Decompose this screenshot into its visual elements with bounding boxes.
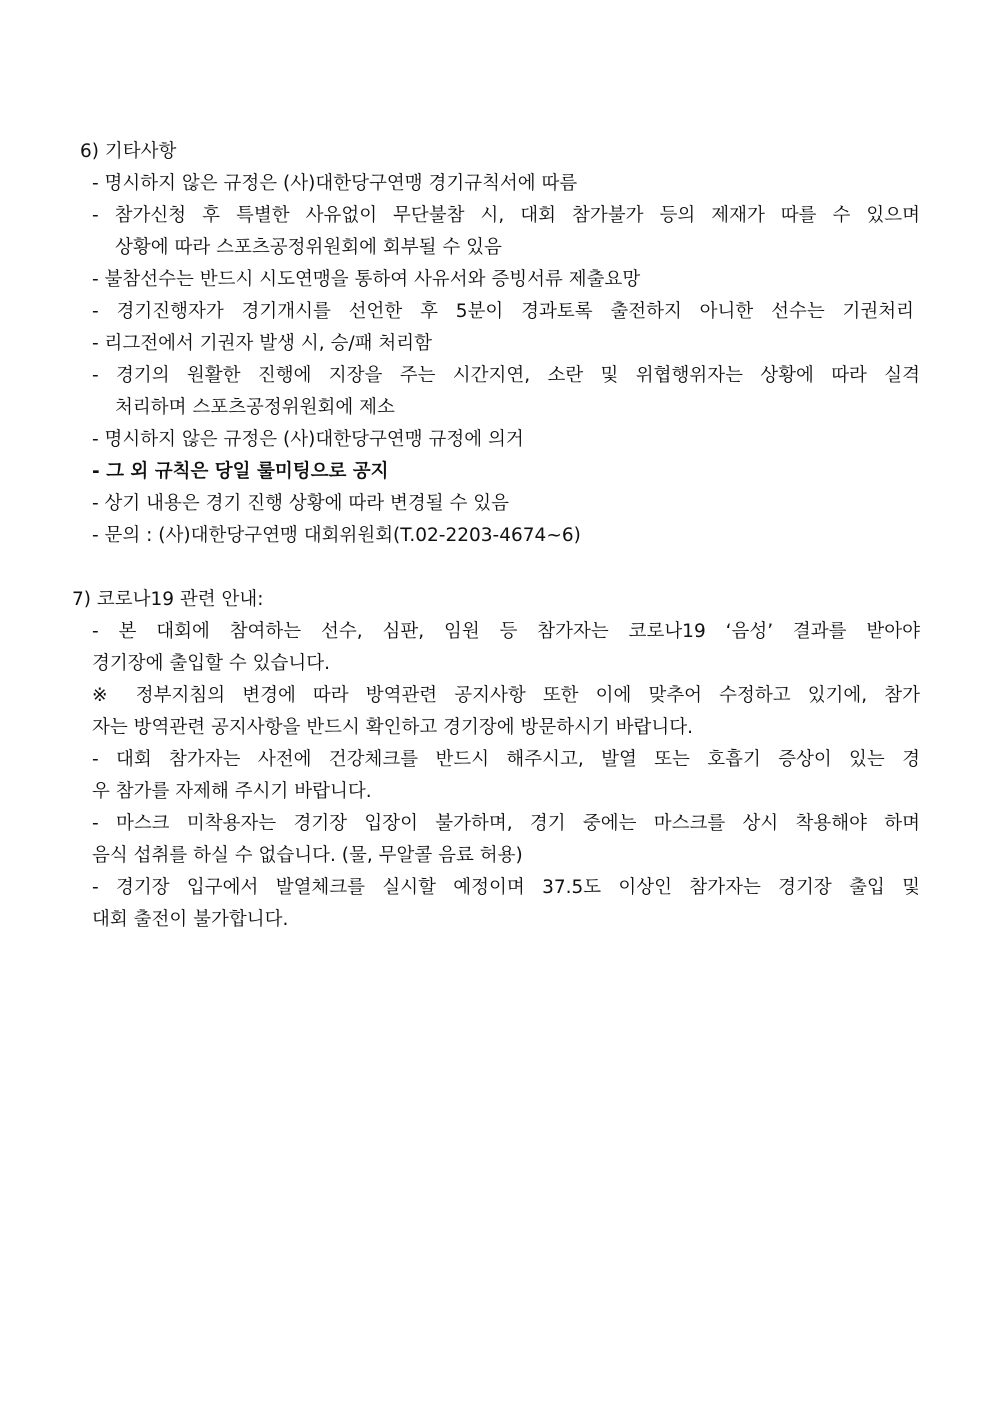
- section-7-heading: 7) 코로나19 관련 안내:: [72, 589, 264, 610]
- section-7-item: - 마스크 미착용자는 경기장 입장이 불가하며, 경기 중에는 마스크를 상시 착용해야 하며: [92, 813, 920, 834]
- section-6-item: - 리그전에서 기권자 발생 시, 승/패 처리함: [92, 333, 433, 354]
- section-6-item: - 명시하지 않은 규정은 (사)대한당구연맹 경기규칙서에 따름: [92, 173, 578, 194]
- section-7-item-continuation: 대회 출전이 불가합니다.: [92, 909, 289, 930]
- section-7-note: ※ 정부지침의 변경에 따라 방역관련 공지사항 또한 이에 맞추어 수정하고 있기에, 참가: [92, 685, 920, 706]
- section-6-item: - 경기진행자가 경기개시를 선언한 후 5분이 경과토록 출전하지 아니한 선수는 기권처리: [92, 301, 914, 322]
- section-7-item: - 본 대회에 참여하는 선수, 심판, 임원 등 참가자는 코로나19 ‘음성’ 결과를 받아야: [92, 621, 920, 642]
- section-7-item: - 대회 참가자는 사전에 건강체크를 반드시 해주시고, 발열 또는 호흡기 증상이 있는 경: [92, 749, 920, 770]
- section-7-item-continuation: 경기장에 출입할 수 있습니다.: [92, 653, 330, 674]
- section-6-item: - 불참선수는 반드시 시도연맹을 통하여 사유서와 증빙서류 제출요망: [92, 269, 641, 290]
- section-6-item-bold: - 그 외 규칙은 당일 룰미팅으로 공지: [92, 461, 389, 482]
- section-6-heading: 6) 기타사항: [80, 141, 177, 162]
- section-7-item: - 경기장 입구에서 발열체크를 실시할 예정이며 37.5도 이상인 참가자는 경기장 출입 및: [92, 877, 920, 898]
- section-7-item-continuation: 우 참가를 자제해 주시기 바랍니다.: [92, 781, 372, 802]
- section-6-item: - 상기 내용은 경기 진행 상황에 따라 변경될 수 있음: [92, 493, 510, 514]
- section-6-item: - 경기의 원활한 진행에 지장을 주는 시간지연, 소란 및 위협행위자는 상황에 따라 실격: [92, 365, 920, 386]
- section-6-item: - 참가신청 후 특별한 사유없이 무단불참 시, 대회 참가불가 등의 제재가 따를 수 있으며: [92, 205, 920, 226]
- section-7-note-continuation: 자는 방역관련 공지사항을 반드시 확인하고 경기장에 방문하시기 바랍니다.: [92, 717, 694, 738]
- section-7-item-continuation: 음식 섭취를 하실 수 없습니다. (물, 무알콜 음료 허용): [92, 845, 523, 866]
- section-6-item-continuation: 상황에 따라 스포츠공정위원회에 회부될 수 있음: [115, 237, 502, 258]
- section-6-item-continuation: 처리하며 스포츠공정위원회에 제소: [115, 397, 395, 418]
- section-6-item: - 명시하지 않은 규정은 (사)대한당구연맹 규정에 의거: [92, 429, 524, 450]
- section-6-contact: - 문의 : (사)대한당구연맹 대회위원회(T.02-2203-4674~6): [92, 525, 581, 546]
